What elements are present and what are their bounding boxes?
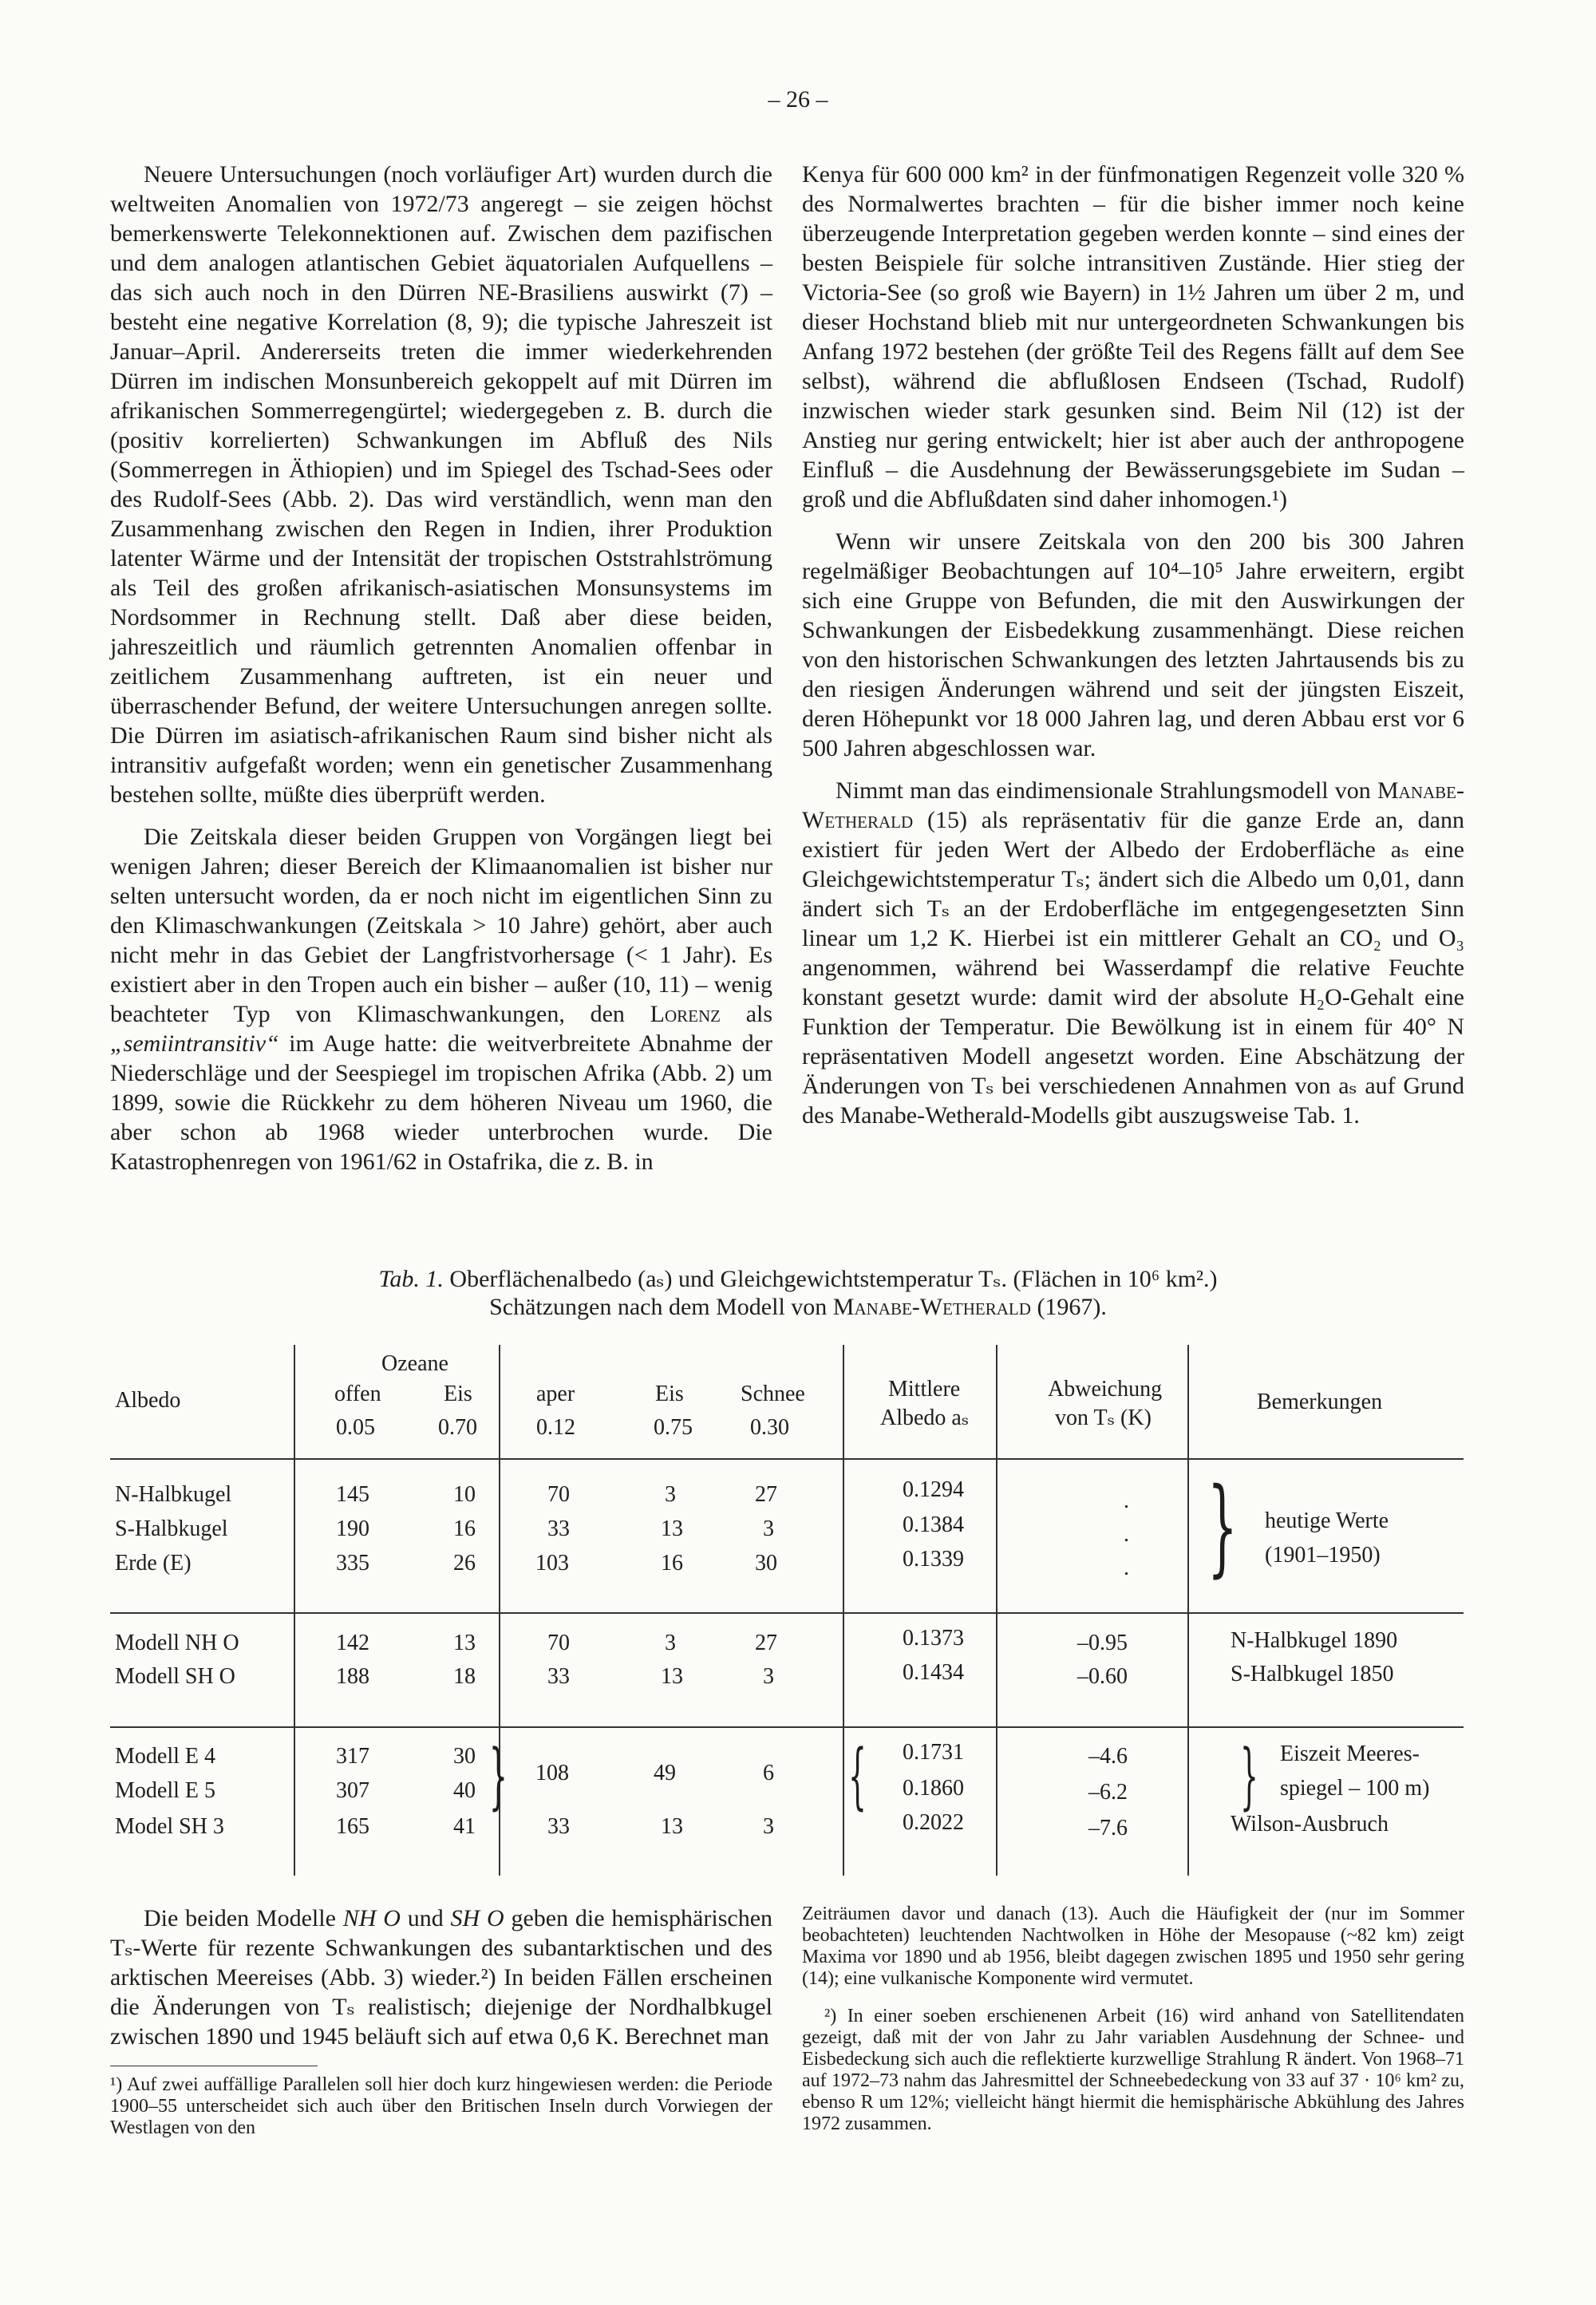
brace-e45: } xyxy=(489,1734,508,1818)
remark-meeresspiegel: spiegel – 100 m) xyxy=(1280,1776,1430,1801)
header-abweichung: Abweichung xyxy=(1048,1377,1163,1402)
left-column-bottom xyxy=(110,1904,772,2139)
paragraph-zeitskala-text-a: Die Zeitskala dieser beiden Gruppen von Vorgängen liegt bei wenigen Jahren; dieser Bereich der Klimaanomalien ist bisher nur selten untersucht worden, da er noch nicht im eigentlichen Sinn zu den Klimaschwankungen (Zeitskala > 10 Jahre) gehört, aber auch nicht mehr in das Gebiet der Langfristvorhersage (< 1 Jahr). Es existiert aber in den Tropen auch ein bisher – außer (10, 11) – wenig beachteter Typ von Klimaschwankungen, den xyxy=(110,824,772,1027)
cell-eis2: 16 xyxy=(661,1551,683,1576)
table-hline-1 xyxy=(110,1458,1464,1460)
footnote-1-continued: Zeiträumen davor und danach (13). Auch die Häufigkeit der (nur im Sommer beobachteten) leuchtenden Nachtwolken in Höhe der Mesopause (~82 km) zeigt Maxima vor 1890 und ab 1956, bleibt dagegen zwischen 1895 und 1950 sehr gering (14); eine vulkanische Komponente wird vermutet. xyxy=(802,1904,1464,1989)
table-caption xyxy=(160,1265,1436,1321)
paragraph-strahlungsmodell-text-b: (15) als repräsentativ für die ganze Erde an, dann existiert für jeden Wert der Albedo der Erdoberfläche aₛ eine Gleichgewichtstemperatur Tₛ; ändert sich die Albedo um 0,01, dann ändert sich Tₛ an der Erdoberfläche im entgegengesetzten Sinn linear um 1,2 K. Hierbei ist ein mittlerer Gehalt an CO₂ und O₃ angenommen, während bei Wasserdampf die relative Feuchte konstant gesetzt wurde: damit wird der absolute H₂O-Gehalt eine Funktion der Temperatur. Die Bewölkung ist in einem für 40° N repräsentativen Modell angesetzt worden. Eine Abschätzung der Änderungen von Tₛ bei verschiedenen Annahmen von aₛ auf Grund des Manabe-Wetherald-Modells gibt auszugsweise Tab. 1. xyxy=(802,807,1464,1129)
cell-schnee: 3 xyxy=(763,1664,774,1689)
table-vline-5 xyxy=(1187,1345,1189,1876)
remark-zeitraum: (1901–1950) xyxy=(1265,1543,1381,1568)
caption-label: Tab. 1. xyxy=(378,1266,444,1292)
header-mittlere-albedo: Albedo aₛ xyxy=(880,1406,970,1430)
cell-abweichung: –4.6 xyxy=(1088,1744,1128,1769)
remark-wilson: Wilson-Ausbruch xyxy=(1231,1812,1389,1836)
table-vline-1 xyxy=(294,1345,295,1876)
row-name: Erde (E) xyxy=(115,1551,192,1576)
cell-albedo: 0.1294 xyxy=(903,1477,964,1502)
table-vline-4 xyxy=(996,1345,998,1876)
header-abweichung-ts: von Tₛ (K) xyxy=(1055,1406,1152,1430)
paragraph-modelle-text-b: und xyxy=(400,1905,451,1931)
paragraph-strahlungsmodell-text-a: Nimmt man das eindimensionale Strahlungsmodell von xyxy=(836,777,1377,804)
header-offen-value: 0.05 xyxy=(336,1415,375,1440)
cell-offen: 307 xyxy=(336,1778,369,1803)
cell-offen: 165 xyxy=(336,1814,369,1839)
cell-offen: 317 xyxy=(336,1744,369,1769)
paragraph-modelle xyxy=(110,1904,772,2051)
cell-eis2: 13 xyxy=(661,1814,683,1839)
row-name: N-Halbkugel xyxy=(115,1482,232,1507)
row-name: Modell E 4 xyxy=(115,1744,215,1769)
cell-aper: 33 xyxy=(547,1664,570,1689)
header-eis-value: 0.70 xyxy=(438,1415,477,1440)
caption-line2-text-a: Schätzungen nach dem Modell von xyxy=(489,1294,833,1320)
cell-eis: 18 xyxy=(453,1664,476,1689)
right-column-bottom xyxy=(802,1904,1464,2135)
cell-abweichung: –6.2 xyxy=(1088,1780,1128,1805)
footnote-1: ¹) Auf zwei auffällige Parallelen soll hier doch kurz hingewiesen werden: die Periode 1900–55 unterscheidet sich auch über den Britischen Inseln durch Vorwiegen der Westlagen von den xyxy=(110,2074,772,2138)
albedo-table xyxy=(110,1345,1464,1888)
caption-author: Manabe-Wetherald xyxy=(832,1294,1031,1320)
table-hline-2 xyxy=(110,1612,1464,1614)
paragraph-modelle-text-a: Die beiden Modelle xyxy=(144,1905,343,1931)
header-bemerkungen: Bemerkungen xyxy=(1257,1390,1383,1414)
header-eis: Eis xyxy=(444,1382,472,1406)
right-column xyxy=(802,160,1464,1130)
paragraph-modelle-text-c: geben die hemisphärischen Tₛ-Werte für rezente Schwankungen des subantarktischen und des arktischen Meereises (Abb. 3) wieder.²) In beiden Fällen erscheinen die Änderungen von Tₛ realistisch; diejenige der Nordhalbkugel zwischen 1890 und 1945 beläuft sich auf etwa 0,6 K. Berechnet man xyxy=(110,1905,773,2050)
remark-sh-1850: S-Halbkugel 1850 xyxy=(1231,1662,1394,1686)
cell-albedo: 0.1373 xyxy=(903,1626,964,1651)
cell-albedo: 0.1434 xyxy=(903,1660,964,1685)
header-aper-value: 0.12 xyxy=(536,1415,575,1440)
cell-schnee: 30 xyxy=(755,1551,777,1576)
remark-nh-1890: N-Halbkugel 1890 xyxy=(1231,1628,1398,1653)
caption-line1-text: Oberflächenalbedo (aₛ) und Gleichgewichtstemperatur Tₛ. (Flächen in 10⁶ km².) xyxy=(443,1266,1218,1292)
brace-right: } xyxy=(1207,1465,1238,1588)
model-sh-o: SH O xyxy=(450,1905,504,1931)
cell-aper: 103 xyxy=(535,1551,569,1576)
row-name: Model SH 3 xyxy=(115,1814,224,1839)
row-name: Modell E 5 xyxy=(115,1778,215,1803)
header-albedo: Albedo xyxy=(115,1388,181,1413)
cell-eis2: 3 xyxy=(665,1631,676,1655)
header-mittlere: Mittlere xyxy=(888,1377,961,1402)
cell-offen: 188 xyxy=(336,1664,369,1689)
cell-offen: 335 xyxy=(336,1551,369,1576)
cell-schnee-e45: 6 xyxy=(763,1761,774,1785)
header-schnee-value: 0.30 xyxy=(750,1415,789,1440)
cell-eis: 26 xyxy=(453,1551,476,1576)
cell-abweichung: –7.6 xyxy=(1088,1816,1128,1840)
paragraph-telekonnektionen: Neuere Untersuchungen (noch vorläufiger Art) wurden durch die weltweiten Anomalien von 1972/73 angeregt – sie zeigen höchst bemerkenswerte Telekonnektionen auf. Zwischen dem pazifischen und dem analogen atlantischen Gebiet äquatorialen Aufquellens – das sich auch noch in den Dürren NE-Brasiliens auswirkt (7) – besteht eine negative Korrelation (8, 9); die typische Jahreszeit ist Januar–April. Andererseits treten die immer wiederkehrenden Dürren im indischen Monsunbereich gekoppelt auf mit Dürren im afrikanischen Sommerregengürtel; wiedergegeben z. B. durch die (positiv korrelierten) Schwankungen im Abfluß des Nils (Sommerregen in Äthiopien) und im Spiegel des Tschad-Sees oder des Rudolf-Sees (Abb. 2). Das wird verständlich, wenn man den Zusammenhang zwischen den Regen in Indien, ihrer Produktion latenter Wärme und der Intensität der tropischen Oststrahlströmung als Teil des großen afrikanisch-asiatischen Monsunsystems im Nordsommer in Rechnung stellt. Daß aber diese beiden, jahreszeitlich und räumlich getrennten Anomalien offenbar in zeitlichem Zusammenhang auftreten, ist ein neuer und überraschender Befund, der weitere Untersuchungen anregen sollte. Die Dürren im asiatisch-afrikanischen Raum sind bisher nicht als intransitiv aufgefaßt worden; wenn ein genetischer Zusammenhang bestehen sollte, müßte dies überprüft werden. xyxy=(110,161,772,808)
remark-heutige-werte: heutige Werte xyxy=(1265,1508,1389,1533)
cell-abweichung: –0.95 xyxy=(1077,1631,1128,1655)
cell-albedo: 0.1384 xyxy=(903,1512,964,1537)
header-schnee: Schnee xyxy=(741,1382,805,1406)
row-name: Modell NH O xyxy=(115,1631,239,1655)
cell-schnee: 27 xyxy=(755,1631,777,1655)
cell-schnee: 3 xyxy=(763,1516,774,1541)
cell-aper-e45: 108 xyxy=(535,1761,569,1785)
cell-offen: 190 xyxy=(336,1516,369,1541)
page-number: – 26 – xyxy=(768,86,828,113)
cell-offen: 145 xyxy=(336,1482,369,1507)
cell-abweichung: . xyxy=(1124,1522,1129,1547)
cell-aper: 33 xyxy=(547,1516,570,1541)
row-name: Modell SH O xyxy=(115,1664,235,1689)
caption-line-2 xyxy=(160,1293,1436,1321)
header-aper: aper xyxy=(536,1382,575,1406)
paragraph-zeitskala xyxy=(110,822,772,1176)
author-lorenz: Lorenz xyxy=(650,1001,721,1027)
cell-albedo: 0.1731 xyxy=(903,1740,964,1765)
brace-albedo-e45: { xyxy=(848,1734,867,1818)
cell-albedo: 0.2022 xyxy=(903,1810,964,1835)
cell-aper: 33 xyxy=(547,1814,570,1839)
table-vline-3 xyxy=(843,1345,844,1876)
cell-eis: 30 xyxy=(453,1744,476,1769)
paragraph-zeitskala-text-c: im Auge hatte: die weitverbreitete Abnahme der Niederschläge und der Seespiegel im tropischen Afrika (Abb. 2) um 1899, sowie die Rückkehr zu dem höheren Niveau um 1960, die aber schon ab 1968 wieder unterbrochen wurde. Die Katastrophenregen von 1961/62 in Ostafrika, die z. B. in xyxy=(110,1030,772,1175)
cell-schnee: 3 xyxy=(763,1814,774,1839)
cell-aper: 70 xyxy=(547,1631,570,1655)
header-ozeane: Ozeane xyxy=(381,1351,448,1376)
cell-offen: 142 xyxy=(336,1631,369,1655)
paragraph-zeitskala-text-b: als xyxy=(720,1001,773,1027)
cell-eis2-e45: 49 xyxy=(654,1761,676,1785)
paragraph-eisbedeckung: Wenn wir unsere Zeitskala von den 200 bis 300 Jahren regelmäßiger Beobachtungen auf 10⁴–10⁵ Jahre erweitern, ergibt sich eine Gruppe von Befunden, die mit den Auswirkungen der Schwankungen der Eisbedekkung zusammenhängt. Diese reichen von den historischen Schwankungen des letzten Jahrtausends bis zu den riesigen Änderungen während und seit der jüngsten Eiszeit, deren Höhepunkt vor 18 000 Jahren lag, und deren Abbau erst vor 6 500 Jahren abgeschlossen war. xyxy=(802,528,1464,761)
paragraph-kenya: Kenya für 600 000 km² in der fünfmonatigen Regenzeit volle 320 % des Normalwertes brachten – für die bisher immer noch keine überzeugende Interpretation gegeben werden konnte – sind eines der besten Beispiele für solche intransitiven Zustände. Hier stieg der Victoria-See (so groß wie Bayern) in 1½ Jahren um über 2 m, und dieser Hochstand blieb mit nur untergeordneten Schwankungen bis Anfang 1972 bestehen (der größte Teil des Regens fällt auf dem See selbst), während die abflußlosen Endseen (Tschad, Rudolf) inzwischen wieder stark gesunken sind. Beim Nil (12) ist der Anstieg nur gering entwickelt; hier ist aber auch der anthropogene Einfluß – die Ausdehnung der Bewässerungsgebiete im Sudan – groß und die Abflußdaten sind daher inhomogen.¹) xyxy=(802,161,1464,512)
cell-abweichung: . xyxy=(1124,1489,1129,1513)
cell-eis: 10 xyxy=(453,1482,476,1507)
cell-albedo: 0.1339 xyxy=(903,1547,964,1572)
footnote-2: ²) In einer soeben erschienenen Arbeit (16) wird anhand von Satellitendaten gezeigt, daß mit der von Jahr zu Jahr variablen Ausdehnung der Schnee- und Eisbedeckung sich auch die reflektierte kurzwellige Strahlung R ändert. Von 1968–71 auf 1972–73 nahm das Jahresmittel der Schneebedeckung von 33 auf 37 · 10⁶ km² zu, ebenso R um 12%; vielleicht hängt hiermit die hemisphärische Abkühlung des Jahres 1972 zusammen. xyxy=(802,2006,1464,2134)
header-eis2-value: 0.75 xyxy=(654,1415,693,1440)
cell-eis: 13 xyxy=(453,1631,476,1655)
cell-albedo: 0.1860 xyxy=(903,1776,964,1801)
brace-eiszeit: } xyxy=(1240,1734,1258,1818)
cell-abweichung: . xyxy=(1124,1556,1129,1580)
header-eis2: Eis xyxy=(655,1382,684,1406)
cell-abweichung: –0.60 xyxy=(1077,1664,1128,1689)
caption-line-1 xyxy=(160,1265,1436,1293)
cell-eis: 40 xyxy=(453,1778,476,1803)
paragraph-strahlungsmodell xyxy=(802,776,1464,1130)
cell-eis: 16 xyxy=(453,1516,476,1541)
model-nh-o: NH O xyxy=(342,1905,401,1931)
table-hline-3 xyxy=(110,1726,1464,1728)
left-column xyxy=(110,160,772,1176)
cell-schnee: 27 xyxy=(755,1482,777,1507)
header-offen: offen xyxy=(334,1382,381,1406)
cell-eis: 41 xyxy=(453,1814,476,1839)
row-name: S-Halbkugel xyxy=(115,1516,228,1541)
remark-eiszeit: Eiszeit Meeres- xyxy=(1280,1742,1420,1766)
caption-line2-text-b: (1967). xyxy=(1030,1294,1107,1320)
cell-eis2: 3 xyxy=(665,1482,676,1507)
cell-eis2: 13 xyxy=(661,1516,683,1541)
cell-eis2: 13 xyxy=(661,1664,683,1689)
term-semiintransitiv: „semiintransitiv“ xyxy=(110,1030,279,1057)
cell-aper: 70 xyxy=(547,1482,570,1507)
author-manabe-wetherald: Manabe-Wetherald xyxy=(802,777,1464,833)
